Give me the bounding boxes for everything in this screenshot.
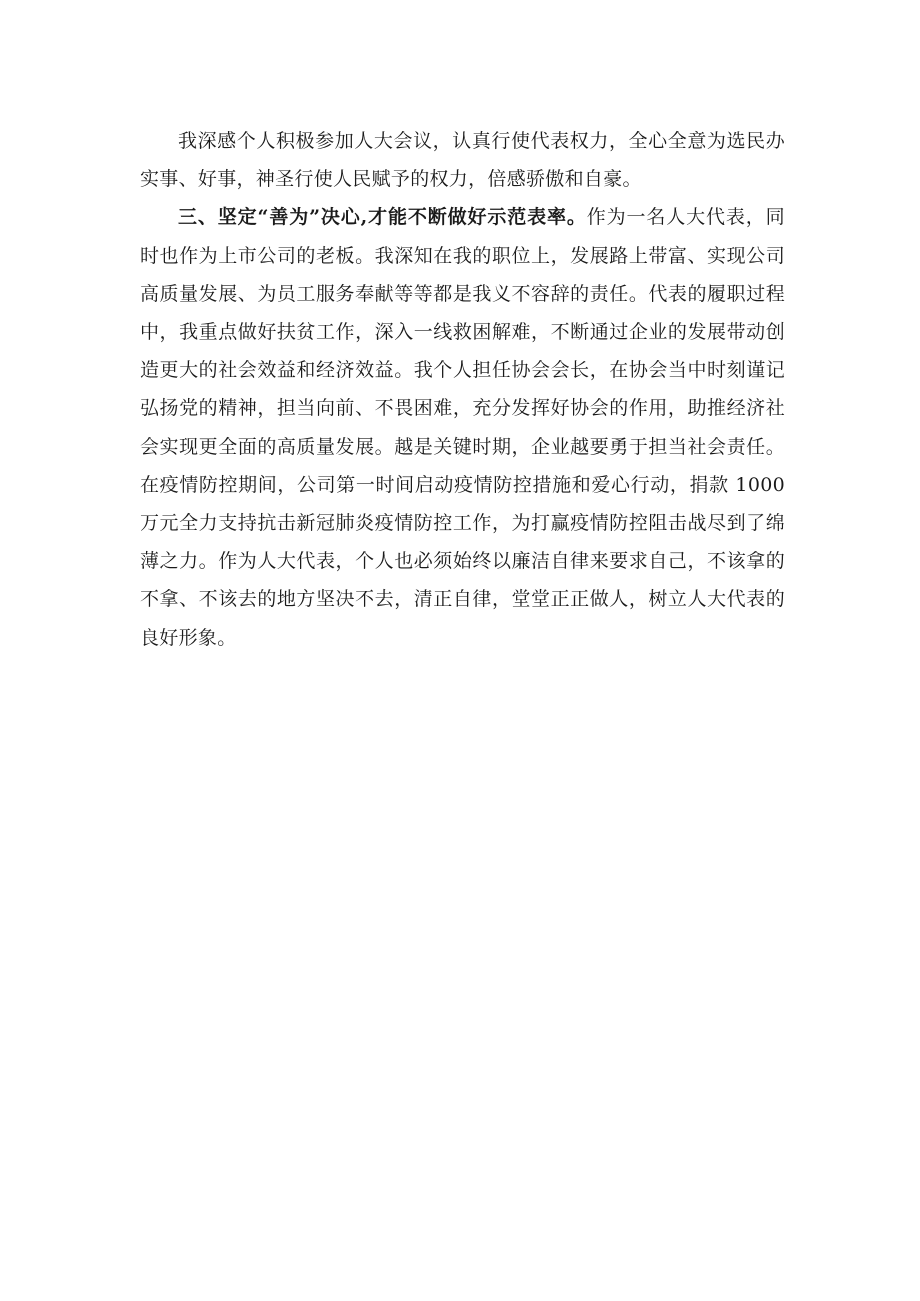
- document-body: [140, 122, 785, 657]
- paragraph-1-text: 我深感个人积极参加人大会议，认真行使代表权力，全心全意为选民办实事、好事，神圣行使人民赋予的权力，倍感骄傲和自豪。: [140, 130, 785, 191]
- section-heading-3: 三、坚定“善为”决心,才能不断做好示范表率。: [178, 206, 587, 229]
- paragraph-1: [140, 122, 785, 198]
- paragraph-2: [140, 198, 785, 656]
- paragraph-2-text: 作为一名人大代表，同时也作为上市公司的老板。我深知在我的职位上，发展路上带富、实现公司高质量发展、为员工服务奉献等等都是我义不容辞的责任。代表的履职过程中，我重点做好扶贫工作，深入一线救困解难，不断通过企业的发展带动创造更大的社会效益和经济效益。我个人担任协会会长，在协会当中时刻谨记弘扬党的精神，担当向前、不畏困难，充分发挥好协会的作用，助推经济社会实现更全面的高质量发展。越是关键时期，企业越要勇于担当社会责任。在疫情防控期间，公司第一时间启动疫情防控措施和爱心行动，捐款 1000 万元全力支持抗击新冠肺炎疫情防控工作，为打赢疫情防控阻击战尽到了绵薄之力。作为人大代表，个人也必须始终以廉洁自律来要求自己，不该拿的不拿、不该去的地方坚决不去，清正自律，堂堂正正做人，树立人大代表的良好形象。: [140, 206, 785, 649]
